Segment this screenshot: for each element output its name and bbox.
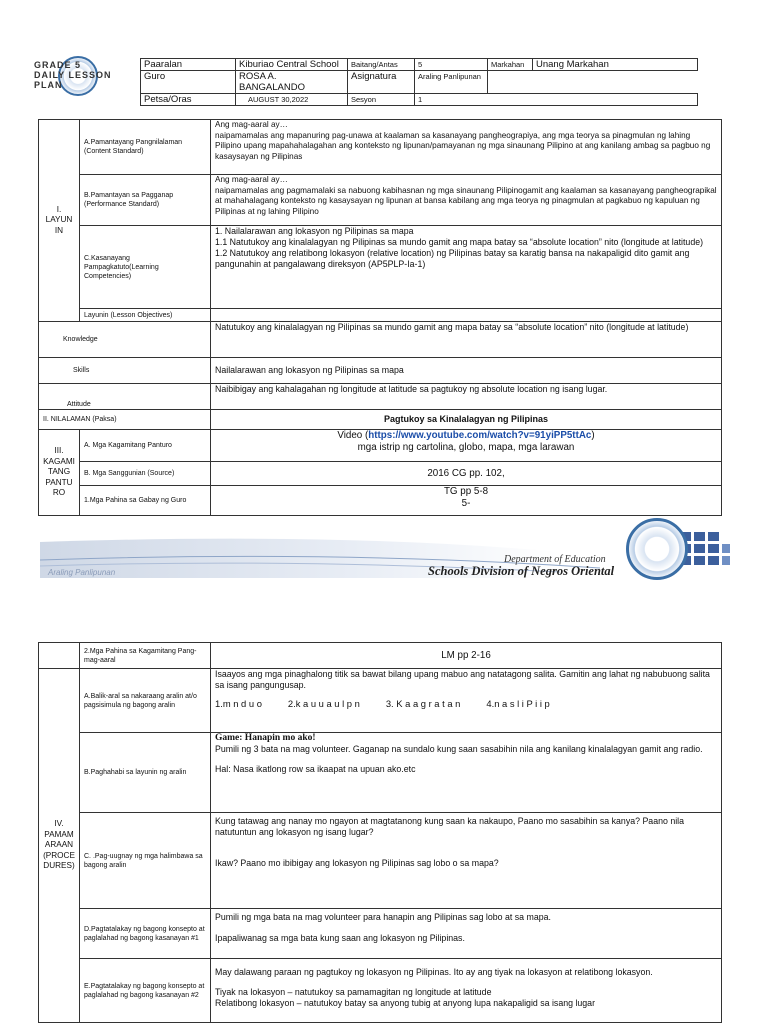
section-pamamaraan: IV. PAMAM ARAAN (PROCE DURES)	[39, 669, 80, 1023]
scrambled-word-3: 3. K a a g r a t a n	[385, 698, 461, 709]
lesson-table-page1	[38, 119, 722, 516]
video-link[interactable]: https://www.youtube.com/watch?v=91yiPP5ttAc	[368, 430, 592, 441]
pag-uugnay-question: Kung tatawag ang nanay mo ngayon at magtatanong kung saan ka nakaupo, Paano mo sasabihin sa kanya? Paano nila natutuntun ang lokasyon ng isang lugar?	[215, 816, 685, 837]
competencies-label: C.Kasanayang Pampagkatuto(Learning Competencies)	[80, 226, 211, 309]
grade-line-3: PLAN	[34, 80, 63, 90]
baitang-value: 5	[415, 59, 488, 71]
guro-value: ROSA A. BANGALANDO	[236, 71, 348, 94]
petsa-label: Petsa/Oras	[141, 94, 236, 106]
sanggunian-label: B. Mga Sanggunian (Source)	[80, 462, 211, 486]
pag-uugnay-label: C. .Pag-uugnay ng mga halimbawa sa bagong aralin	[80, 813, 211, 909]
balik-aral-text	[211, 669, 722, 733]
grade-line-1: GRADE 5	[34, 60, 82, 70]
pantuturo-label: A. Mga Kagamitang Panturo	[80, 430, 211, 462]
content-standard-label: A.Pamantayang Pangnilalaman (Content Standard)	[80, 120, 211, 175]
competencies-text	[211, 226, 722, 309]
competency-1-2: 1.2 Natutukoy ang relatibong lokasyon (relative location) ng Pilipinas batay sa karatig bansa na nakapaligid dito gamit ang pangunahin at pangalawang direksyon (AP5PLP-Ia-1)	[215, 248, 690, 269]
competency-1-1: 1.1 Natutukoy ang kinalalagyan ng Pilipinas sa mundo gamit ang mapa batay sa “absolute location” nito (longitude at latitude)	[215, 237, 704, 247]
pantuturo-materials	[211, 430, 722, 462]
skills-text: Nailalarawan ang lokasyon ng Pilipinas sa mapa	[211, 358, 722, 384]
lesson-table-page2	[38, 642, 722, 1023]
paaralan-value: Kiburiao Central School	[236, 59, 348, 71]
competency-1: 1. Nailalarawan ang lokasyon ng Pilipinas sa mapa	[215, 226, 414, 236]
pagtatalakay-1-line-2: Ipapaliwanag sa mga bata kung saan ang lokasyon ng Pilipinas.	[215, 933, 465, 943]
page2-blank-cell	[39, 643, 80, 669]
knowledge-text: Natutukoy ang kinalalagyan ng Pilipinas sa mundo gamit ang mapa batay sa “absolute location” nito (longitude at latitude)	[211, 322, 722, 358]
pag-uugnay-followup: Ikaw? Paano mo ibibigay ang lokasyon ng Pilipinas sag lobo o sa mapa?	[215, 858, 499, 868]
sanggunian-text: 2016 CG pp. 102,	[211, 462, 722, 486]
deped-banner-seal	[626, 518, 688, 580]
sesyon-value: 1	[415, 94, 698, 106]
attitude-text: Naibibigay ang kahalagahan ng longitude at latitude sa pagtukoy ng absolute location ng isang lugar.	[211, 384, 722, 410]
pagtatalakay-1-text	[211, 909, 722, 959]
paaralan-label: Paaralan	[141, 59, 236, 71]
section-layunin: I. LAYUN IN	[39, 120, 80, 322]
banner-subject: Araling Panlipunan	[48, 568, 116, 577]
skills-label: Skills	[39, 358, 211, 384]
video-line: Video (https://www.youtube.com/watch?v=91yiPP5ttAc)	[337, 430, 595, 441]
pag-uugnay-text	[211, 813, 722, 909]
knowledge-label: Knowledge	[39, 322, 211, 358]
game-example: Hal: Nasa ikatlong row sa ikaapat na upuan ako.etc	[215, 764, 416, 774]
section-kagamitan: III. KAGAMI TANG PANTU RO	[39, 430, 80, 516]
markahan-value: Unang Markahan	[533, 59, 698, 71]
paghahabi-text	[211, 733, 722, 813]
nilalaman-text: Pagtukoy sa Kinalalagyan ng Pilipinas	[211, 410, 722, 430]
scrambled-word-4: 4.n a s l i P i i p	[486, 698, 550, 709]
lesson-objectives-text	[211, 309, 722, 322]
content-standard-text	[211, 120, 722, 175]
relatibong-lokasyon: Relatibong lokasyon – natutukoy batay sa anyong tubig at anyong lupa nakapaligid sa isang lugar	[215, 998, 596, 1008]
performance-standard-body: naipamamalas ang pagmamalaki sa nabuong kabihasnan ng mga sinaunang Pilipinogamit ang kaalaman sa kasanayang pangheograpikal at mahahalagang konteksto ng kasaysayan ng lipunan at bansa kabilang ang mga teorya ng pinagmulan at pagkabuo ng kapuluan ng Pilipinas at ng lahing Pilipino	[215, 185, 717, 216]
sesyon-label: Sesyon	[348, 94, 415, 106]
banner-division: Schools Division of Negros Oriental	[428, 564, 615, 578]
balik-aral-instructions: Isaayos ang mga pinaghalong titik sa bawat bilang upang mabuo ang natatagong salita. Gamitin ang lahat ng nabubuong salita sa isang pangungusap.	[215, 669, 710, 690]
banner-dept: Department of Education	[504, 554, 606, 565]
asignatura-value: Araling Panlipunan	[415, 71, 488, 94]
performance-standard-label: B.Pamantayan sa Pagganap (Performance Standard)	[80, 175, 211, 226]
attitude-label: Attitude	[39, 384, 211, 410]
gabay-text	[211, 486, 722, 516]
asignatura-label: Asignatura	[348, 71, 415, 94]
pagtatalakay-2-text	[211, 959, 722, 1023]
nilalaman-label: II. NILALAMAN (Paksa)	[39, 410, 211, 430]
performance-standard-intro: Ang mag-aaral ay…	[215, 175, 288, 184]
guro-label: Guro	[141, 71, 236, 94]
grade-line-2: DAILY LESSON	[34, 70, 112, 80]
petsa-value: AUGUST 30,2022	[236, 94, 348, 106]
gabay-line-2: 5-	[461, 498, 471, 509]
game-title: Game: Hanapin mo ako!	[215, 733, 316, 743]
pagtatalakay-2-intro: May dalawang paraan ng pagtukoy ng lokasyon ng Pilipinas. Ito ay ang tiyak na lokasyon at relatibong lokasyon.	[215, 967, 653, 977]
tiyak-na-lokasyon: Tiyak na lokasyon – natutukoy sa pamamagitan ng longitude at latitude	[215, 987, 492, 997]
gabay-label: 1.Mga Pahina sa Gabay ng Guro	[80, 486, 211, 516]
baitang-label: Baitang/Antas	[348, 59, 415, 71]
performance-standard-text	[211, 175, 722, 226]
grade-block	[34, 60, 134, 90]
header-table	[140, 58, 698, 106]
pagtatalakay-2-label: E.Pagtatalakay ng bagong konsepto at paglalahad ng bagong kasanayan #2	[80, 959, 211, 1023]
lm-pages-label: 2.Mga Pahina sa Kagamitang Pang-mag-aaral	[80, 643, 211, 669]
scrambled-word-2: 2.k a u u a u l p n	[287, 698, 360, 709]
content-standard-body: naipamamalas ang mapanuring pag-unawa at kaalaman sa kasanayang pangheograpiya, ang mga teorya sa pinagmulan ng lahing Pilipino upang mapahahalagahan ang konteksto ng lipunan/pamayanan ng mga sinaunang Pilipino at ang kanilang ambag sa pagbuo ng kasaysayan ng Pilipinas	[215, 130, 711, 161]
scrambled-words	[215, 699, 717, 710]
pagtatalakay-1-label: D.Pagtatalakay ng bagong konsepto at paglalahad ng bagong kasanayan #1	[80, 909, 211, 959]
game-instructions: Pumili ng 3 bata na mag volunteer. Gaganap na sundalo kung saan sasabihin nila ang kanilang kinalalagyan gamit ang radio.	[215, 744, 703, 754]
paghahabi-label: B.Paghahabi sa layunin ng aralin	[80, 733, 211, 813]
lm-pages-text: LM pp 2-16	[211, 643, 722, 669]
pagtatalakay-1-line-1: Pumili ng mga bata na mag volunteer para hanapin ang Pilipinas sag lobo at sa mapa.	[215, 912, 551, 922]
lesson-objectives-label: Layunin (Lesson Objectives)	[80, 309, 211, 322]
gabay-line-1: TG pp 5-8	[443, 486, 489, 497]
materials-line: mga istrip ng cartolina, globo, mapa, mga larawan	[357, 442, 575, 453]
markahan-label: Markahan	[488, 59, 533, 71]
content-standard-intro: Ang mag-aaral ay…	[215, 120, 288, 129]
balik-aral-label: A.Balik-aral sa nakaraang aralin at/o pagsisimula ng bagong aralin	[80, 669, 211, 733]
scrambled-word-1: 1.m n d u o	[215, 698, 262, 709]
